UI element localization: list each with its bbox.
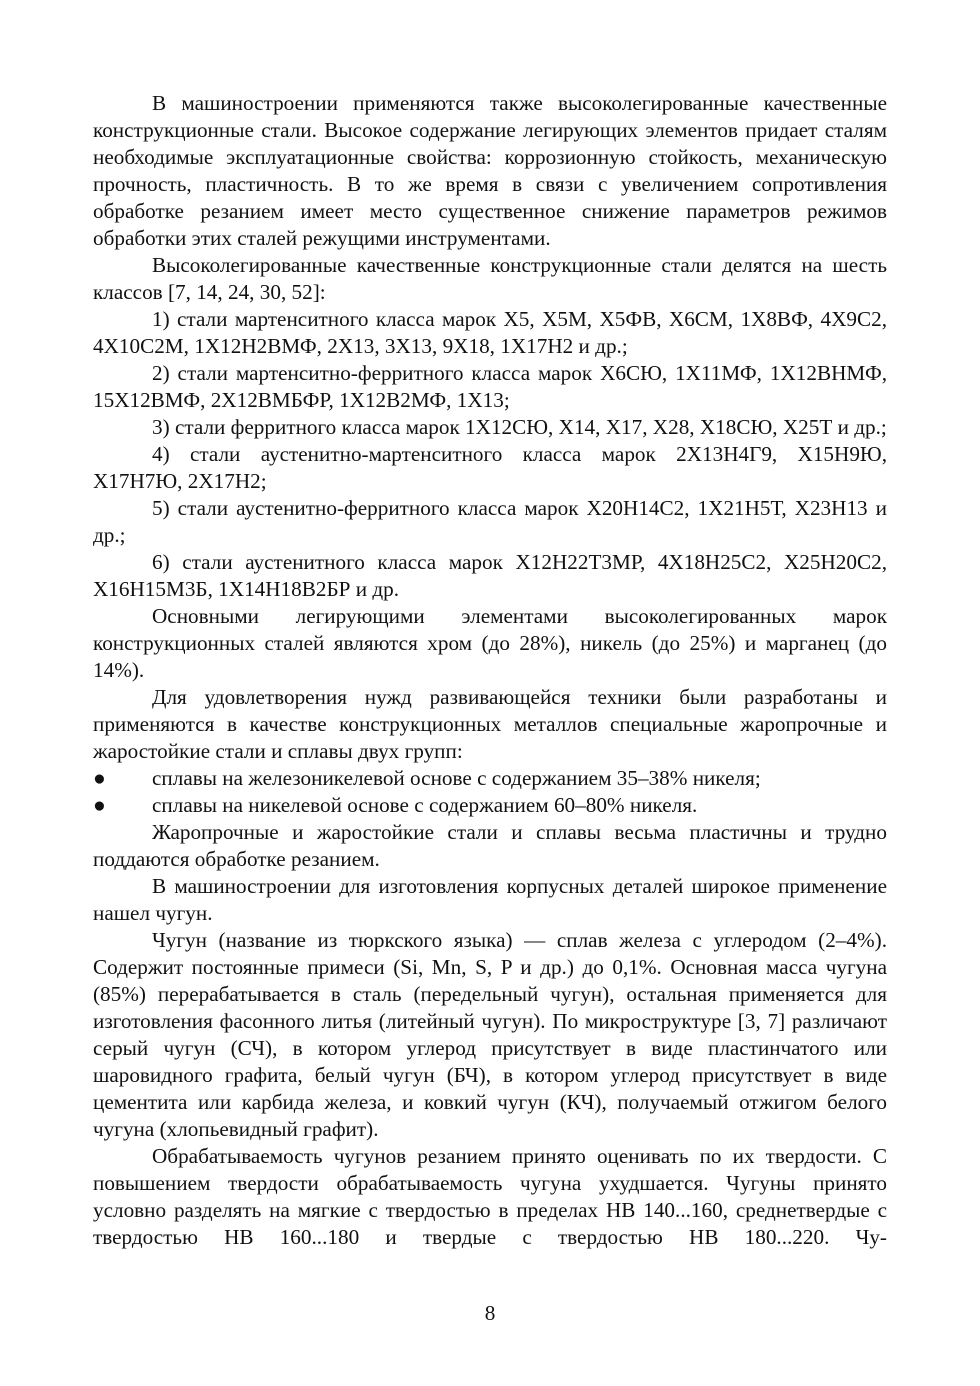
list-item: 3) стали ферритного класса марок 1Х12СЮ, Х14, Х17, Х28, Х18СЮ, Х25Т и др.; (152, 415, 887, 439)
paragraph: Для удовлетворения нужд развивающейся техники были разработаны и применяются в качестве конструкционных металлов специальные жаропрочные и жаростойкие стали и сплавы двух групп: (93, 685, 887, 763)
list-item: 4) стали аустенитно-мартенситного класса марок 2Х13Н4Г9, Х15Н9Ю, Х17Н7Ю, 2Х17Н2; (93, 442, 887, 493)
bullet-item (93, 792, 887, 819)
bullet-icon: ● (93, 793, 106, 817)
bullet-item (93, 765, 887, 792)
page-number: 8 (484, 1301, 496, 1325)
paragraph: Основными легирующими элементами высоколегированных марок конструкционных сталей являются хром (до 28%), никель (до 25%) и марганец (до 14%). (93, 604, 887, 682)
paragraph: В машиностроении для изготовления корпусных деталей широкое применение нашел чугун. (93, 874, 887, 925)
bullet-icon: ● (93, 766, 106, 790)
paragraph: Жаропрочные и жаростойкие стали и сплавы весьма пластичны и трудно поддаются обработке резанием. (93, 820, 887, 871)
bullet-text: сплавы на никелевой основе с содержанием 60–80% никеля. (152, 793, 698, 817)
list-item: 5) стали аустенитно-ферритного класса марок Х20Н14С2, 1Х21Н5Т, Х23Н13 и др.; (93, 496, 887, 547)
paragraph: В машиностроении применяются также высоколегированные качественные конструкционные стали. Высокое содержание легирующих элементов придает сталям необходимые эксплуатационные свойства: коррозионную стойкость, механическую прочность, пластичность. В то же время в связи с увеличением сопротивления обработке резанием имеет место существенное снижение параметров режимов обработки этих сталей режущими инструментами. (93, 91, 887, 250)
paragraph: Высоколегированные качественные конструкционные стали делятся на шесть классов [7, 14, 24, 30, 52]: (93, 253, 887, 304)
paragraph: Чугун (название из тюркского языка) — сплав железа с углеродом (2–4%). Содержит постоянные примеси (Si, Mn, S, P и др.) до 0,1%. Основная масса чугуна (85%) перерабатывается в сталь (передельный чугун), остальная применяется для изготовления фасонного литья (литейный чугун). По микроструктуре [3, 7] различают серый чугун (СЧ), в котором углерод присутствует в виде пластинчатого или шаровидного графита, белый чугун (БЧ), в котором углерод присутствует в виде цементита или карбида железа, и ковкий чугун (КЧ), получаемый отжигом белого чугуна (хлопьевидный графит). (93, 928, 887, 1141)
list-item: 1) стали мартенситного класса марок Х5, Х5М, Х5ФВ, Х6СМ, 1Х8ВФ, 4Х9С2, 4Х10С2М, 1Х12Н2ВМФ, 2Х13, 3Х13, 9Х18, 1Х17Н2 и др.; (93, 307, 887, 358)
list-item: 2) стали мартенситно-ферритного класса марок Х6СЮ, 1Х11МФ, 1Х12ВНМФ, 15Х12ВМФ, 2Х12ВМБФР, 1Х12В2МФ, 1Х13; (93, 361, 887, 412)
bullet-text: сплавы на железоникелевой основе с содержанием 35–38% никеля; (152, 766, 761, 790)
list-item: 6) стали аустенитного класса марок Х12Н22Т3МР, 4Х18Н25С2, Х25Н20С2, Х16Н15М3Б, 1Х14Н18В2БР и др. (93, 550, 887, 601)
page-body (93, 90, 887, 1251)
paragraph: Обрабатываемость чугунов резанием принято оценивать по их твердости. С повышением твердости обрабатываемость чугуна ухудшается. Чугуны принято условно разделять на мягкие с твердостью в пределах НВ 140...160, среднетвердые с твердостью НВ 160...180 и твердые с твердостью НВ 180...220. Чу- (93, 1144, 887, 1249)
